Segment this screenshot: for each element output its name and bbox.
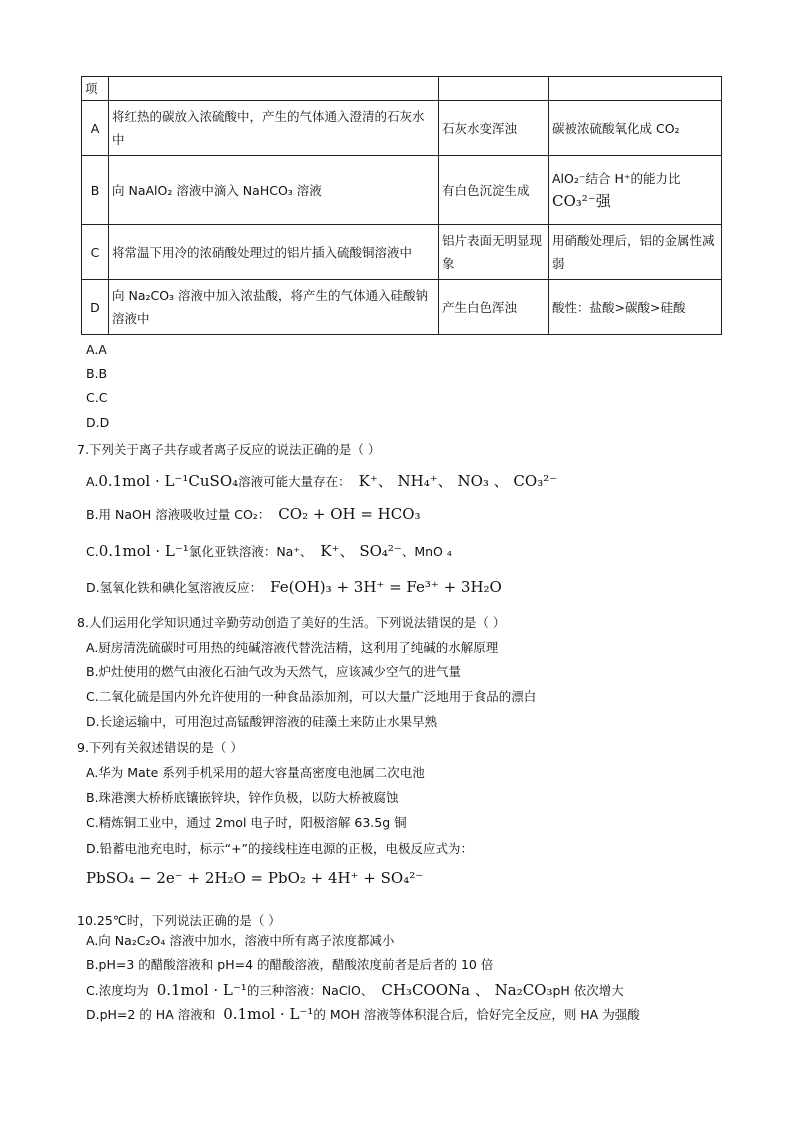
q7-option-c <box>86 540 452 561</box>
q10-option-c <box>86 979 624 1000</box>
table-header-cell <box>549 77 722 101</box>
q10-stem: 10.25℃时，下列说法正确的是（ ） <box>77 913 281 928</box>
option-text: B.用 NaOH 溶液吸收过量 CO₂： <box>86 507 271 522</box>
q7-option-b <box>86 505 421 523</box>
electrode-equation: PbSO₄ − 2e⁻ + 2H₂O = PbO₂ + 4H⁺ + SO₄²⁻ <box>86 869 424 887</box>
table-header-cell: 项 <box>82 77 109 101</box>
table-header-cell <box>109 77 439 101</box>
row-label: C <box>82 225 109 280</box>
row-conclusion: 酸性：盐酸>碳酸>硅酸 <box>549 280 722 335</box>
row-operation: 将常温下用冷的浓硝酸处理过的铝片插入硫酸铜溶液中 <box>109 225 439 280</box>
q7-stem: 7.下列关于离子共存或者离子反应的说法正确的是（ ） <box>77 442 381 457</box>
q10-option-a: A.向 Na₂C₂O₄ 溶液中加水，溶液中所有离子浓度都减小 <box>86 933 395 948</box>
table-row <box>82 156 722 225</box>
option-text: D.pH=2 的 HA 溶液和 <box>86 1007 216 1022</box>
q6-option-c: C.C <box>86 390 108 405</box>
ionic-equation: Fe(OH)₃ + 3H⁺ = Fe³⁺ + 3H₂O <box>270 578 502 596</box>
table-row <box>82 280 722 335</box>
q7-option-d <box>86 578 502 596</box>
table-row <box>82 225 722 280</box>
row-phenomenon: 石灰水变浑浊 <box>439 101 549 156</box>
option-tail: pH 依次增大 <box>552 983 624 998</box>
option-text: D.氢氧化铁和碘化氢溶液反应： <box>86 580 263 595</box>
conclusion-line-1: AlO₂⁻结合 H⁺的能力比 <box>552 171 681 186</box>
table-header-cell <box>439 77 549 101</box>
ion-tail: 、MnO ₄ <box>401 544 452 559</box>
row-operation: 向 NaAlO₂ 溶液中滴入 NaHCO₃ 溶液 <box>109 156 439 225</box>
option-text: 的三种溶液：NaClO、 <box>246 983 374 998</box>
experiment-table <box>81 76 722 335</box>
q9-stem: 9.下列有关叙述错误的是（ ） <box>77 740 243 755</box>
concentration-formula: 0.1mol · L⁻¹ <box>156 981 247 999</box>
q10-option-b: B.pH=3 的醋酸溶液和 pH=4 的醋酸溶液，醋酸浓度前者是后者的 10 倍 <box>86 957 494 972</box>
row-label: B <box>82 156 109 225</box>
row-conclusion: 用硝酸处理后，铝的金属性减弱 <box>549 225 722 280</box>
row-phenomenon: 铝片表面无明显现象 <box>439 225 549 280</box>
row-conclusion: 碳被浓硫酸氧化成 CO₂ <box>549 101 722 156</box>
ion-list: K⁺、 SO₄²⁻ <box>320 542 402 560</box>
q8-option-a: A.厨房清洗硫碳时可用热的纯碱溶液代替洗洁精，这利用了纯碱的水解原理 <box>86 640 499 655</box>
q6-option-a: A.A <box>86 342 107 357</box>
row-operation: 向 Na₂CO₃ 溶液中加入浓盐酸，将产生的气体通入硅酸钠溶液中 <box>109 280 439 335</box>
concentration-formula: 0.1mol · L⁻¹CuSO₄ <box>98 472 239 490</box>
q8-option-c: C.二氧化硫是国内外允许使用的一种食品添加剂，可以大量广泛地用于食品的漂白 <box>86 689 537 704</box>
option-text: C.浓度均为 <box>86 983 149 998</box>
row-operation: 将红热的碳放入浓硫酸中，产生的气体通入澄清的石灰水中 <box>109 101 439 156</box>
ionic-equation: CO₂ + OH = HCO₃ <box>278 505 421 523</box>
row-conclusion <box>549 156 722 225</box>
q6-option-b: B.B <box>86 366 108 381</box>
option-tail: 的 MOH 溶液等体积混合后，恰好完全反应，则 HA 为强酸 <box>313 1007 640 1022</box>
concentration-formula: 0.1mol · L⁻¹ <box>223 1005 314 1023</box>
q8-option-d: D.长途运输中，可用泡过高锰酸钾溶液的硅藻土来防止水果早熟 <box>86 714 438 729</box>
q9-option-d: D.铅蓄电池充电时，标示“+”的接线柱连电源的正极，电极反应式为： <box>86 841 474 856</box>
q9-option-b: B.珠港澳大桥桥底镶嵌锌块，锌作负极，以防大桥被腐蚀 <box>86 790 399 805</box>
row-phenomenon: 产生白色浑浊 <box>439 280 549 335</box>
q7-option-a <box>86 470 557 491</box>
conclusion-line-2: CO₃²⁻强 <box>552 192 611 210</box>
option-text: 溶液可能大量存在： <box>238 474 351 489</box>
row-label: D <box>82 280 109 335</box>
q8-stem: 8.人们运用化学知识通过辛勤劳动创造了美好的生活。下列说法错误的是（ ） <box>77 615 506 630</box>
table-header-row <box>82 77 722 101</box>
q8-option-b: B.炉灶使用的燃气由液化石油气改为天然气，应该减少空气的进气量 <box>86 664 462 679</box>
option-text: 氯化亚铁溶液：Na⁺、 <box>188 544 313 559</box>
concentration-formula: 0.1mol · L⁻¹ <box>98 542 189 560</box>
row-phenomenon: 有白色沉淀生成 <box>439 156 549 225</box>
q9-option-a: A.华为 Mate 系列手机采用的超大容量高密度电池属二次电池 <box>86 765 425 780</box>
q6-option-d: D.D <box>86 415 110 430</box>
ion-list: K⁺、 NH₄⁺、 NO₃ 、 CO₃²⁻ <box>358 472 558 490</box>
solution-list: CH₃COONa 、 Na₂CO₃ <box>381 981 553 999</box>
option-letter: C. <box>86 544 99 559</box>
option-letter: A. <box>86 474 99 489</box>
q10-option-d <box>86 1005 640 1023</box>
row-label: A <box>82 101 109 156</box>
q9-option-c: C.精炼铜工业中，通过 2mol 电子时，阳极溶解 63.5g 铜 <box>86 815 407 830</box>
table-row <box>82 101 722 156</box>
